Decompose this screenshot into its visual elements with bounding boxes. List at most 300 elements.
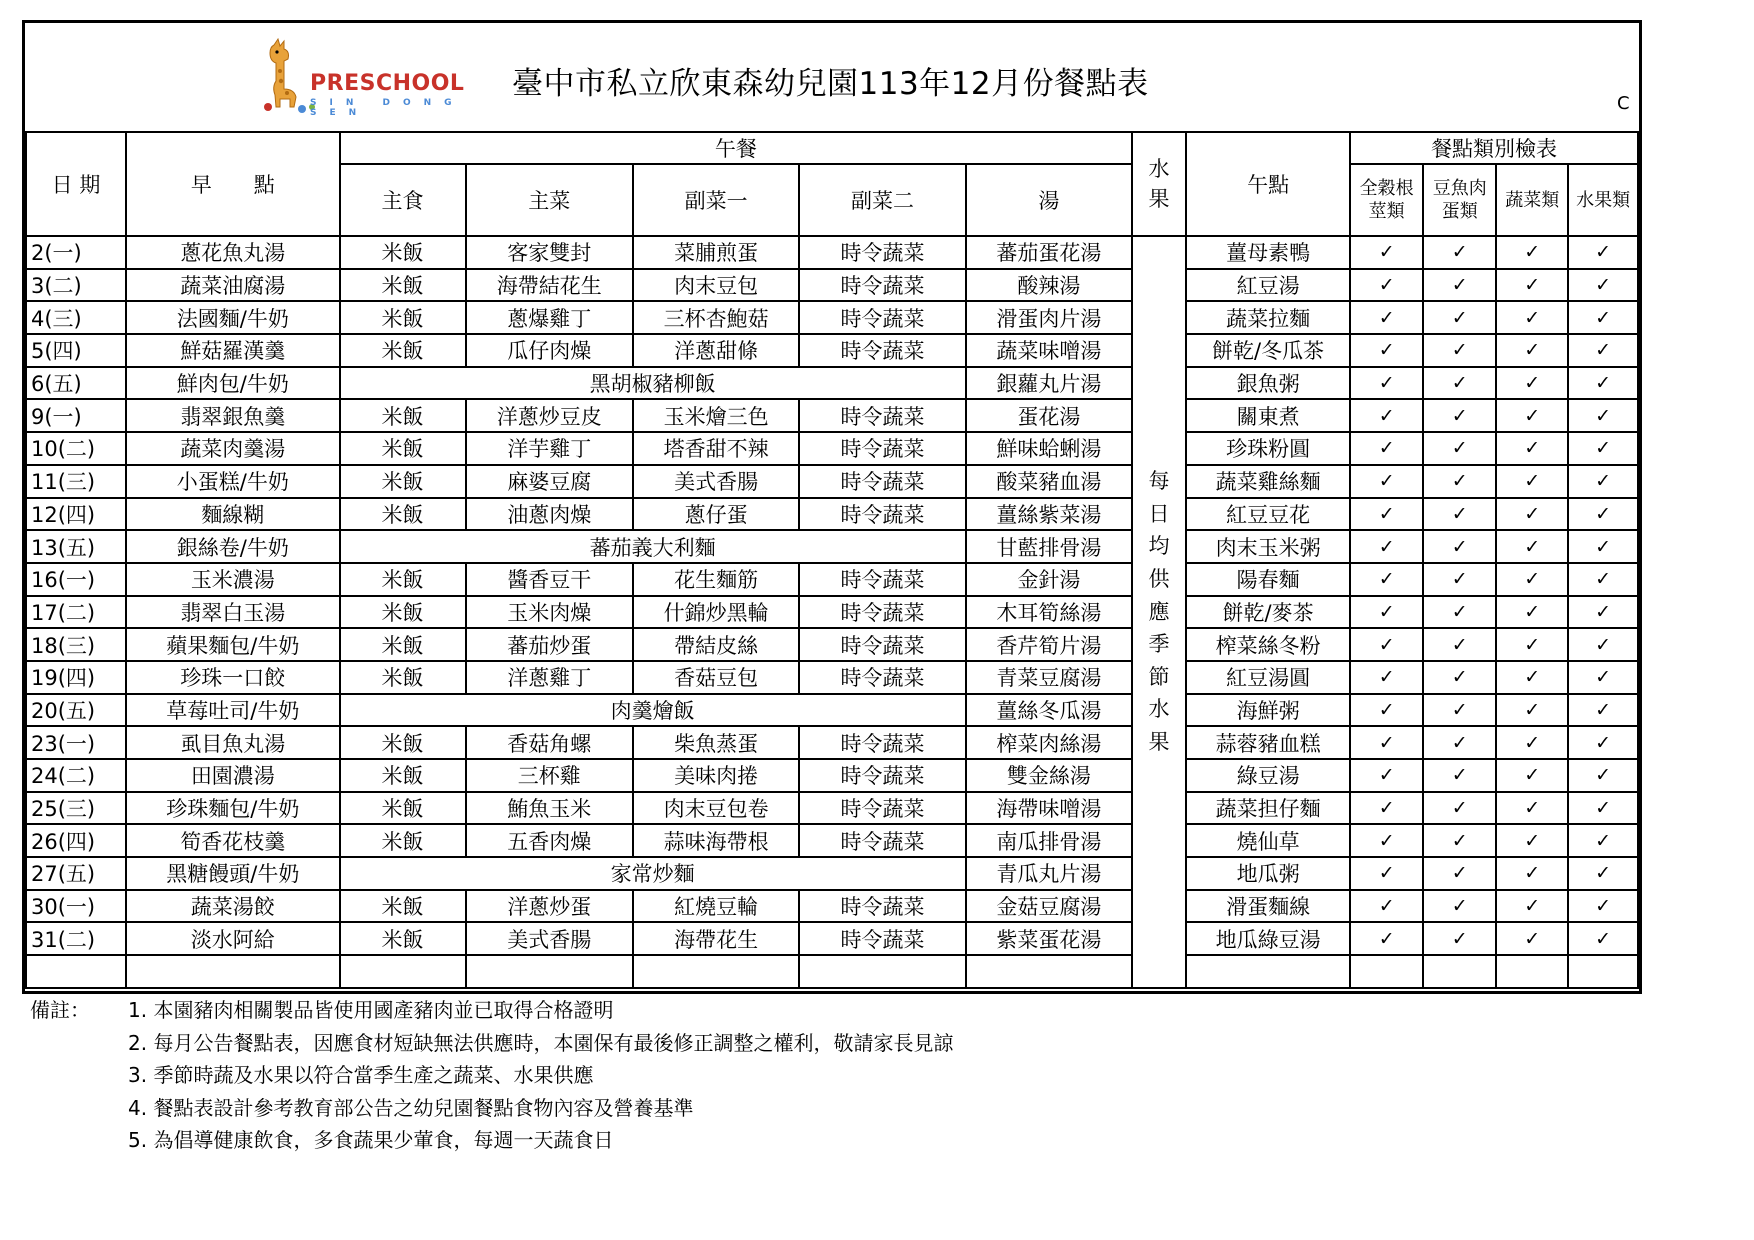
col-fruit [1132,132,1186,236]
check-grain-cell: ✓ [1350,726,1423,759]
breakfast-cell: 蔬菜油腐湯 [126,269,340,302]
snack-cell: 關東煮 [1186,399,1350,432]
staple-cell: 米飯 [340,334,466,367]
soup-cell: 青菜豆腐湯 [966,661,1132,694]
check-veg-cell: ✓ [1496,563,1568,596]
breakfast-cell: 法國麵/牛奶 [126,301,340,334]
fruit-note-char: 均 [1148,534,1170,559]
empty-grain-cell [1350,955,1423,988]
date-cell: 2(一) [26,236,126,269]
check-fruit-cell: ✓ [1568,661,1638,694]
check-grain-cell: ✓ [1350,824,1423,857]
date-cell: 11(三) [26,465,126,498]
check-grain-cell: ✓ [1350,661,1423,694]
check-fruit-cell: ✓ [1568,563,1638,596]
staple-cell: 米飯 [340,726,466,759]
col-soup: 湯 [966,164,1132,236]
table-row [26,792,1638,825]
snack-cell: 地瓜粥 [1186,857,1350,890]
col-check-group: 餐點類別檢表 [1350,132,1638,164]
table-row [26,269,1638,302]
date-cell: 3(二) [26,269,126,302]
check-veg-cell: ✓ [1496,498,1568,531]
breakfast-cell: 翡翠銀魚羹 [126,399,340,432]
check-veg-cell: ✓ [1496,399,1568,432]
side2-cell: 時令蔬菜 [799,334,965,367]
note-item: 3. 季節時蔬及水果以符合當季生產之蔬菜、水果供應 [128,1063,594,1087]
date-cell: 26(四) [26,824,126,857]
page-title: 臺中市私立欣東森幼兒園113年12月份餐點表 [512,66,1149,102]
check-veg-cell: ✓ [1496,890,1568,923]
breakfast-cell: 草莓吐司/牛奶 [126,694,340,727]
check-grain-cell: ✓ [1350,890,1423,923]
empty-row [26,955,1638,988]
combined-lunch-cell: 黑胡椒豬柳飯 [340,367,966,400]
soup-cell: 青瓜丸片湯 [966,857,1132,890]
staple-cell: 米飯 [340,465,466,498]
main-dish-cell: 五香肉燥 [466,824,633,857]
side1-cell: 蒜味海帶根 [633,824,799,857]
breakfast-cell: 小蛋糕/牛奶 [126,465,340,498]
soup-cell: 香芹筍片湯 [966,628,1132,661]
check-fruit-cell: ✓ [1568,824,1638,857]
check-grain-cell: ✓ [1350,498,1423,531]
staple-cell: 米飯 [340,236,466,269]
side1-cell: 肉末豆包卷 [633,792,799,825]
check-protein-cell: ✓ [1423,432,1496,465]
table-row [26,759,1638,792]
check-protein-cell: ✓ [1423,726,1496,759]
note-item: 1. 本園豬肉相關製品皆使用國產豬肉並已取得合格證明 [128,998,614,1022]
check-protein-cell: ✓ [1423,628,1496,661]
check-protein-cell: ✓ [1423,236,1496,269]
check-protein-cell: ✓ [1423,824,1496,857]
empty-veg-cell [1496,955,1568,988]
check-fruit-cell: ✓ [1568,301,1638,334]
main-dish-cell: 鮪魚玉米 [466,792,633,825]
check-veg-cell: ✓ [1496,792,1568,825]
check-protein-cell: ✓ [1423,792,1496,825]
snack-cell: 蔬菜担仔麵 [1186,792,1350,825]
side1-cell: 玉米燴三色 [633,399,799,432]
date-cell: 16(一) [26,563,126,596]
check-grain-cell: ✓ [1350,432,1423,465]
check-fruit-cell: ✓ [1568,498,1638,531]
fruit-note-char: 節 [1148,664,1170,689]
fruit-note-char: 水 [1148,697,1170,722]
check-veg-cell: ✓ [1496,432,1568,465]
cat-protein-label: 豆魚肉蛋類 [1432,178,1487,222]
check-fruit-cell: ✓ [1568,399,1638,432]
menu-table [25,131,1639,989]
empty-side1-cell [633,955,799,988]
empty-protein-cell [1423,955,1496,988]
check-fruit-cell: ✓ [1568,694,1638,727]
snack-cell: 肉末玉米粥 [1186,530,1350,563]
check-grain-cell: ✓ [1350,367,1423,400]
soup-cell: 蛋花湯 [966,399,1132,432]
check-grain-cell: ✓ [1350,596,1423,629]
main-dish-cell: 油蔥肉燥 [466,498,633,531]
empty-soup-cell [966,955,1132,988]
col-fruit-label: 水果 [1148,157,1170,211]
check-protein-cell: ✓ [1423,334,1496,367]
empty-staple-cell [340,955,466,988]
check-protein-cell: ✓ [1423,890,1496,923]
check-protein-cell: ✓ [1423,922,1496,955]
check-veg-cell: ✓ [1496,269,1568,302]
side2-cell: 時令蔬菜 [799,628,965,661]
check-protein-cell: ✓ [1423,694,1496,727]
breakfast-cell: 鮮菇羅漢羹 [126,334,340,367]
soup-cell: 榨菜肉絲湯 [966,726,1132,759]
empty-side2-cell [799,955,965,988]
col-date: 日 期 [26,132,126,236]
main-dish-cell: 蕃茄炒蛋 [466,628,633,661]
preschool-logo [260,37,490,117]
table-row [26,432,1638,465]
staple-cell: 米飯 [340,563,466,596]
main-dish-cell: 海帶結花生 [466,269,633,302]
fruit-note-char: 供 [1148,567,1170,592]
side1-cell: 花生麵筋 [633,563,799,596]
main-dish-cell: 蔥爆雞丁 [466,301,633,334]
check-fruit-cell: ✓ [1568,726,1638,759]
soup-cell: 酸菜豬血湯 [966,465,1132,498]
cat-grain-label: 全穀根莖類 [1359,178,1414,222]
side1-cell: 塔香甜不辣 [633,432,799,465]
side2-cell: 時令蔬菜 [799,301,965,334]
check-protein-cell: ✓ [1423,563,1496,596]
main-dish-cell: 瓜仔肉燥 [466,334,633,367]
table-row [26,301,1638,334]
breakfast-cell: 玉米濃湯 [126,563,340,596]
table-row [26,694,1638,727]
snack-cell: 滑蛋麵線 [1186,890,1350,923]
date-cell: 6(五) [26,367,126,400]
breakfast-cell: 筍香花枝羹 [126,824,340,857]
check-protein-cell: ✓ [1423,596,1496,629]
breakfast-cell: 黑糖饅頭/牛奶 [126,857,340,890]
check-protein-cell: ✓ [1423,759,1496,792]
col-cat-protein [1423,164,1496,236]
check-protein-cell: ✓ [1423,399,1496,432]
snack-cell: 紅豆豆花 [1186,498,1350,531]
table-row [26,367,1638,400]
soup-cell: 薑絲紫菜湯 [966,498,1132,531]
main-dish-cell: 玉米肉燥 [466,596,633,629]
col-snack: 午點 [1186,132,1350,236]
main-dish-cell: 洋蔥雞丁 [466,661,633,694]
check-veg-cell: ✓ [1496,824,1568,857]
snack-cell: 燒仙草 [1186,824,1350,857]
soup-cell: 紫菜蛋花湯 [966,922,1132,955]
side2-cell: 時令蔬菜 [799,236,965,269]
date-cell: 19(四) [26,661,126,694]
staple-cell: 米飯 [340,661,466,694]
check-fruit-cell: ✓ [1568,465,1638,498]
check-veg-cell: ✓ [1496,857,1568,890]
fruit-note-char: 每 [1148,469,1170,494]
breakfast-cell: 翡翠白玉湯 [126,596,340,629]
side1-cell: 柴魚蒸蛋 [633,726,799,759]
soup-cell: 甘藍排骨湯 [966,530,1132,563]
check-grain-cell: ✓ [1350,857,1423,890]
side2-cell: 時令蔬菜 [799,563,965,596]
snack-cell: 蒜蓉豬血糕 [1186,726,1350,759]
soup-cell: 蕃茄蛋花湯 [966,236,1132,269]
soup-cell: 金菇豆腐湯 [966,890,1132,923]
breakfast-cell: 田園濃湯 [126,759,340,792]
check-fruit-cell: ✓ [1568,334,1638,367]
side2-cell: 時令蔬菜 [799,432,965,465]
side1-cell: 香菇豆包 [633,661,799,694]
check-protein-cell: ✓ [1423,465,1496,498]
snack-cell: 蔬菜拉麵 [1186,301,1350,334]
date-cell: 4(三) [26,301,126,334]
combined-lunch-cell: 肉羹燴飯 [340,694,966,727]
soup-cell: 鮮味蛤蜊湯 [966,432,1132,465]
snack-cell: 紅豆湯 [1186,269,1350,302]
side1-cell: 帶結皮絲 [633,628,799,661]
note-item: 5. 為倡導健康飲食，多食蔬果少葷食，每週一天蔬食日 [128,1128,614,1152]
col-breakfast: 早 點 [126,132,340,236]
note-item: 4. 餐點表設計參考教育部公告之幼兒園餐點食物內容及營養基準 [128,1095,694,1120]
snack-cell: 綠豆湯 [1186,759,1350,792]
table-row [26,890,1638,923]
snack-cell: 陽春麵 [1186,563,1350,596]
side1-cell: 什錦炒黑輪 [633,596,799,629]
check-grain-cell: ✓ [1350,334,1423,367]
breakfast-cell: 蔬菜肉羹湯 [126,432,340,465]
soup-cell: 南瓜排骨湯 [966,824,1132,857]
notes-list [128,994,1328,1157]
main-dish-cell: 美式香腸 [466,922,633,955]
breakfast-cell: 虱目魚丸湯 [126,726,340,759]
snack-cell: 餅乾/冬瓜茶 [1186,334,1350,367]
breakfast-cell: 淡水阿給 [126,922,340,955]
check-fruit-cell: ✓ [1568,890,1638,923]
check-veg-cell: ✓ [1496,596,1568,629]
check-protein-cell: ✓ [1423,857,1496,890]
check-grain-cell: ✓ [1350,792,1423,825]
side2-cell: 時令蔬菜 [799,890,965,923]
table-row [26,334,1638,367]
check-grain-cell: ✓ [1350,922,1423,955]
col-main: 主菜 [466,164,633,236]
date-cell: 13(五) [26,530,126,563]
check-veg-cell: ✓ [1496,530,1568,563]
check-grain-cell: ✓ [1350,694,1423,727]
staple-cell: 米飯 [340,824,466,857]
menu-body [26,236,1638,988]
date-cell: 30(一) [26,890,126,923]
side1-cell: 菜脯煎蛋 [633,236,799,269]
date-cell: 31(二) [26,922,126,955]
col-lunch: 午餐 [340,132,1132,164]
date-cell: 27(五) [26,857,126,890]
breakfast-cell: 蔥花魚丸湯 [126,236,340,269]
snack-cell: 海鮮粥 [1186,694,1350,727]
corner-mark: C [1617,93,1630,114]
fruit-note-cell [1132,236,1186,988]
check-veg-cell: ✓ [1496,922,1568,955]
soup-cell: 雙金絲湯 [966,759,1132,792]
check-fruit-cell: ✓ [1568,759,1638,792]
empty-main-cell [466,955,633,988]
check-veg-cell: ✓ [1496,694,1568,727]
table-row [26,661,1638,694]
check-grain-cell: ✓ [1350,530,1423,563]
check-grain-cell: ✓ [1350,563,1423,596]
soup-cell: 蔬菜味噌湯 [966,334,1132,367]
table-row [26,530,1638,563]
check-veg-cell: ✓ [1496,236,1568,269]
breakfast-cell: 蘋果麵包/牛奶 [126,628,340,661]
note-item: 2. 每月公告餐點表，因應食材短缺無法供應時，本園保有最後修正調整之權利，敬請家長見諒 [128,1030,954,1055]
check-fruit-cell: ✓ [1568,367,1638,400]
side2-cell: 時令蔬菜 [799,922,965,955]
check-fruit-cell: ✓ [1568,236,1638,269]
check-fruit-cell: ✓ [1568,530,1638,563]
main-dish-cell: 洋蔥炒蛋 [466,890,633,923]
staple-cell: 米飯 [340,432,466,465]
side2-cell: 時令蔬菜 [799,824,965,857]
staple-cell: 米飯 [340,596,466,629]
side2-cell: 時令蔬菜 [799,726,965,759]
snack-cell: 榨菜絲冬粉 [1186,628,1350,661]
side1-cell: 紅燒豆輪 [633,890,799,923]
side2-cell: 時令蔬菜 [799,269,965,302]
date-cell: 12(四) [26,498,126,531]
check-fruit-cell: ✓ [1568,922,1638,955]
side1-cell: 海帶花生 [633,922,799,955]
fruit-note-char: 季 [1148,632,1170,657]
check-grain-cell: ✓ [1350,269,1423,302]
main-dish-cell: 客家雙封 [466,236,633,269]
check-veg-cell: ✓ [1496,465,1568,498]
date-cell: 18(三) [26,628,126,661]
breakfast-cell: 麵線糊 [126,498,340,531]
check-veg-cell: ✓ [1496,726,1568,759]
notes-label: 備註： [30,998,90,1022]
check-grain-cell: ✓ [1350,759,1423,792]
check-fruit-cell: ✓ [1568,792,1638,825]
side1-cell: 美味肉捲 [633,759,799,792]
side2-cell: 時令蔬菜 [799,792,965,825]
side2-cell: 時令蔬菜 [799,465,965,498]
menu-sheet [22,20,1642,994]
table-row [26,465,1638,498]
logo-wordmark: PRESCHOOL [310,71,465,96]
snack-cell: 銀魚粥 [1186,367,1350,400]
check-protein-cell: ✓ [1423,498,1496,531]
check-veg-cell: ✓ [1496,334,1568,367]
soup-cell: 銀蘿丸片湯 [966,367,1132,400]
col-cat-fruit: 水果類 [1568,164,1638,236]
table-row [26,596,1638,629]
side2-cell: 時令蔬菜 [799,596,965,629]
col-side1: 副菜一 [633,164,799,236]
staple-cell: 米飯 [340,301,466,334]
check-protein-cell: ✓ [1423,661,1496,694]
main-dish-cell: 麻婆豆腐 [466,465,633,498]
table-row [26,563,1638,596]
check-fruit-cell: ✓ [1568,432,1638,465]
breakfast-cell: 珍珠麵包/牛奶 [126,792,340,825]
date-cell: 20(五) [26,694,126,727]
snack-cell: 蔬菜雞絲麵 [1186,465,1350,498]
breakfast-cell: 銀絲卷/牛奶 [126,530,340,563]
table-row [26,726,1638,759]
snack-cell: 餅乾/麥茶 [1186,596,1350,629]
combined-lunch-cell: 蕃茄義大利麵 [340,530,966,563]
table-row [26,824,1638,857]
breakfast-cell: 鮮肉包/牛奶 [126,367,340,400]
date-cell: 17(二) [26,596,126,629]
table-row [26,857,1638,890]
side2-cell: 時令蔬菜 [799,498,965,531]
side1-cell: 洋蔥甜條 [633,334,799,367]
check-fruit-cell: ✓ [1568,628,1638,661]
soup-cell: 薑絲冬瓜湯 [966,694,1132,727]
table-row [26,922,1638,955]
date-cell: 9(一) [26,399,126,432]
combined-lunch-cell: 家常炒麵 [340,857,966,890]
soup-cell: 金針湯 [966,563,1132,596]
col-cat-veg: 蔬菜類 [1496,164,1568,236]
sheet-header [25,23,1639,133]
main-dish-cell: 醬香豆干 [466,563,633,596]
staple-cell: 米飯 [340,628,466,661]
table-row [26,628,1638,661]
snack-cell: 紅豆湯圓 [1186,661,1350,694]
check-fruit-cell: ✓ [1568,269,1638,302]
staple-cell: 米飯 [340,792,466,825]
fruit-note-char: 日 [1148,501,1170,526]
check-protein-cell: ✓ [1423,301,1496,334]
soup-cell: 酸辣湯 [966,269,1132,302]
staple-cell: 米飯 [340,498,466,531]
staple-cell: 米飯 [340,269,466,302]
check-fruit-cell: ✓ [1568,857,1638,890]
snack-cell: 薑母素鴨 [1186,236,1350,269]
check-protein-cell: ✓ [1423,530,1496,563]
breakfast-cell: 珍珠一口餃 [126,661,340,694]
check-grain-cell: ✓ [1350,628,1423,661]
date-cell: 25(三) [26,792,126,825]
date-cell: 23(一) [26,726,126,759]
side2-cell: 時令蔬菜 [799,661,965,694]
check-protein-cell: ✓ [1423,269,1496,302]
side2-cell: 時令蔬菜 [799,759,965,792]
check-grain-cell: ✓ [1350,301,1423,334]
main-dish-cell: 洋蔥炒豆皮 [466,399,633,432]
empty-fruit-cell [1568,955,1638,988]
staple-cell: 米飯 [340,399,466,432]
empty-breakfast-cell [126,955,340,988]
staple-cell: 米飯 [340,890,466,923]
soup-cell: 木耳筍絲湯 [966,596,1132,629]
empty-snack-cell [1186,955,1350,988]
table-row [26,498,1638,531]
col-cat-grain [1350,164,1423,236]
table-row [26,399,1638,432]
snack-cell: 珍珠粉圓 [1186,432,1350,465]
side1-cell: 肉末豆包 [633,269,799,302]
empty-date-cell [26,955,126,988]
logo-subtitle: SIN DONG SEN [310,98,465,118]
